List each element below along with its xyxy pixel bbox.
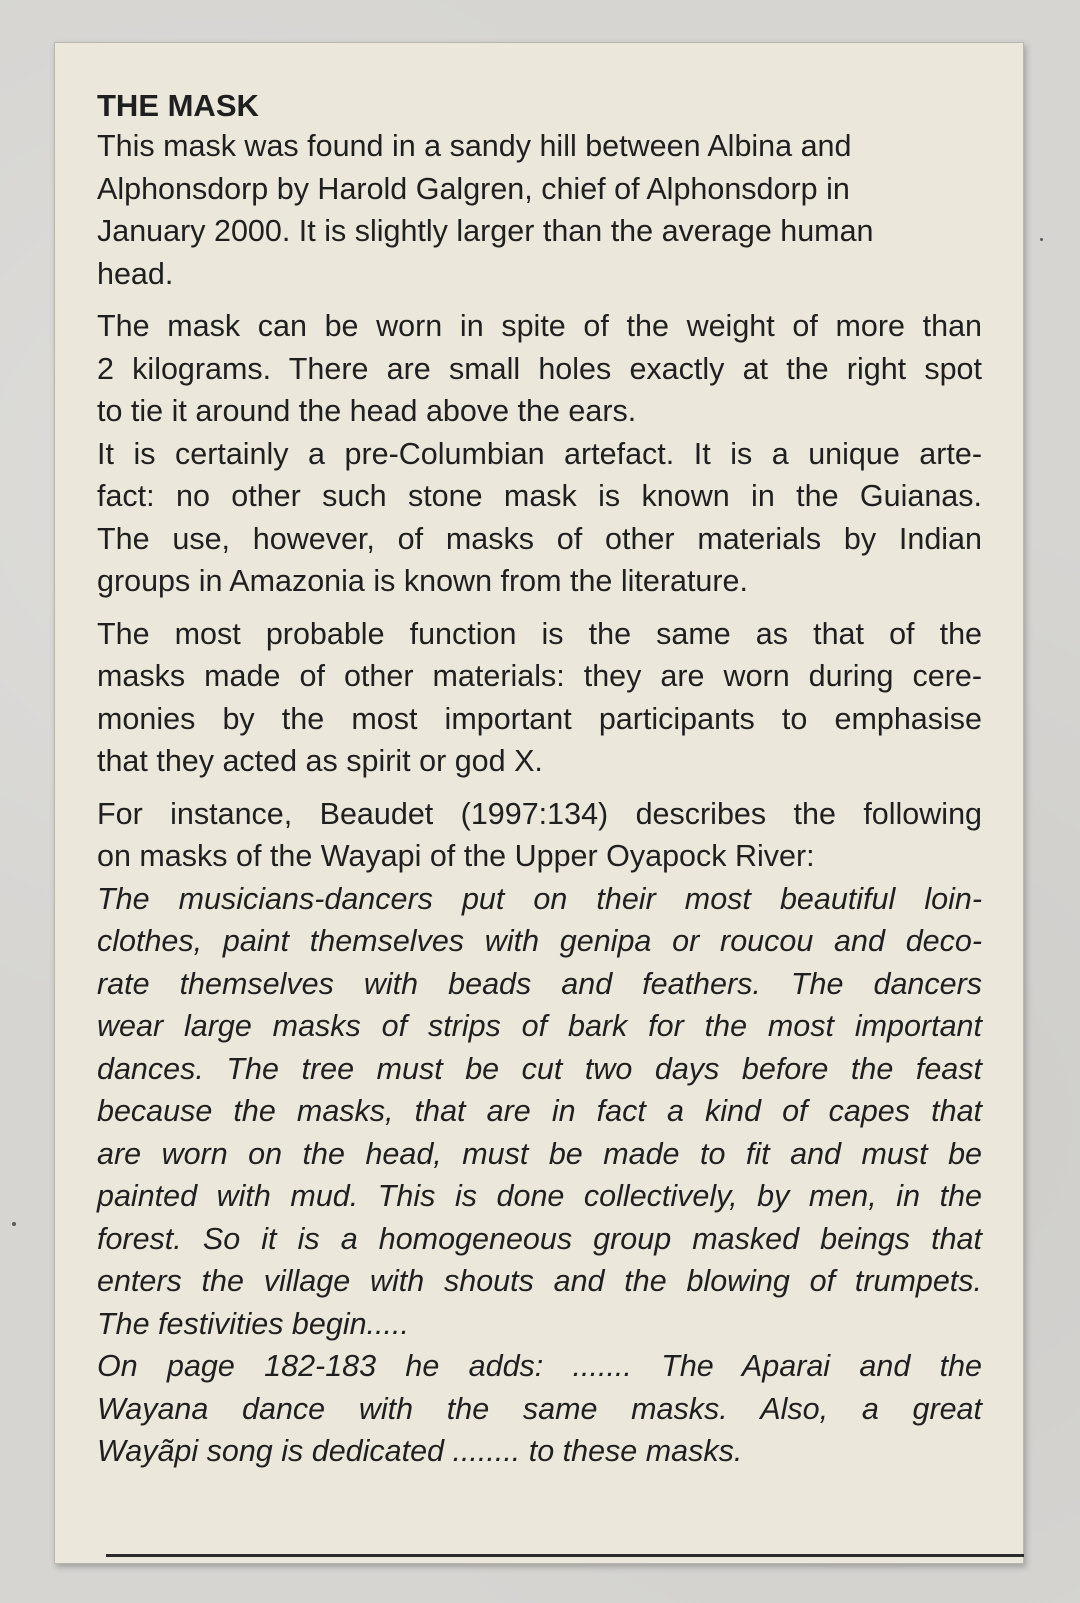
text-line: that they acted as spirit or god X. (97, 744, 543, 778)
text-line: It is certainly a pre-Columbian artefact. It is a unique arte- (97, 436, 982, 471)
text-line: 2 kilograms. There are small holes exactly at the right spot (97, 351, 982, 386)
text-line: head. (97, 256, 174, 291)
paragraph-function (97, 613, 982, 783)
quote-line: enters the village with shouts and the blowing of trumpets. (97, 1264, 982, 1298)
wall-speck (12, 1222, 16, 1226)
text-line: to tie it around the head above the ears. (97, 394, 637, 428)
quote-beaudet (97, 878, 982, 1346)
info-sign-panel (54, 42, 1024, 1564)
text-line: masks made of other materials: they are worn during cere- (97, 659, 982, 693)
text-line: The most probable function is the same as that of the (97, 616, 982, 651)
text-line: The mask can be worn in spite of the weight of more than (97, 309, 982, 343)
paragraph-citation (97, 793, 982, 878)
quote-line: dances. The tree must be cut two days before the feast (97, 1051, 982, 1086)
paragraph-discovery (97, 125, 982, 295)
quote-line: because the masks, that are in fact a kind of capes that (97, 1094, 982, 1128)
quote-line: The musicians-dancers put on their most beautiful loin- (97, 881, 982, 916)
quote-line: The festivities begin..... (97, 1306, 409, 1341)
text-line: Alphonsdorp by Harold Galgren, chief of Alphonsdorp in (97, 171, 850, 206)
quote-line: forest. So it is a homogeneous group masked beings that (97, 1221, 982, 1256)
quote-line: wear large masks of strips of bark for the most important (97, 1009, 982, 1043)
text-line: monies by the most important participants to emphasise (97, 701, 982, 736)
quote-line: Wayana dance with the same masks. Also, a great (97, 1391, 982, 1426)
quote-line: Wayãpi song is dedicated ........ to these masks. (97, 1434, 743, 1468)
text-line: The use, however, of masks of other materials by Indian (97, 521, 982, 556)
paragraph-weight (97, 305, 982, 433)
panel-bottom-rule (106, 1554, 1024, 1557)
sign-title: THE MASK (97, 88, 259, 123)
quote-page-182 (97, 1345, 982, 1473)
sign-text (97, 87, 982, 1473)
text-line: fact: no other such stone mask is known in the Guianas. (97, 479, 982, 513)
text-line: on masks of the Wayapi of the Upper Oyapock River: (97, 839, 815, 873)
quote-line: rate themselves with beads and feathers. The dancers (97, 966, 982, 1001)
wall-speck (1040, 238, 1043, 241)
quote-line: On page 182-183 he adds: ....... The Aparai and the (97, 1349, 982, 1383)
text-line: For instance, Beaudet (1997:134) describes the following (97, 796, 982, 831)
quote-line: painted with mud. This is done collectively, by men, in the (97, 1179, 982, 1213)
quote-line: clothes, paint themselves with genipa or roucou and deco- (97, 924, 982, 958)
text-line: groups in Amazonia is known from the literature. (97, 564, 748, 598)
text-line: This mask was found in a sandy hill between Albina and (97, 129, 852, 163)
paragraph-origin (97, 433, 982, 603)
quote-line: are worn on the head, must be made to fit and must be (97, 1136, 982, 1171)
text-line: January 2000. It is slightly larger than the average human (97, 214, 874, 248)
